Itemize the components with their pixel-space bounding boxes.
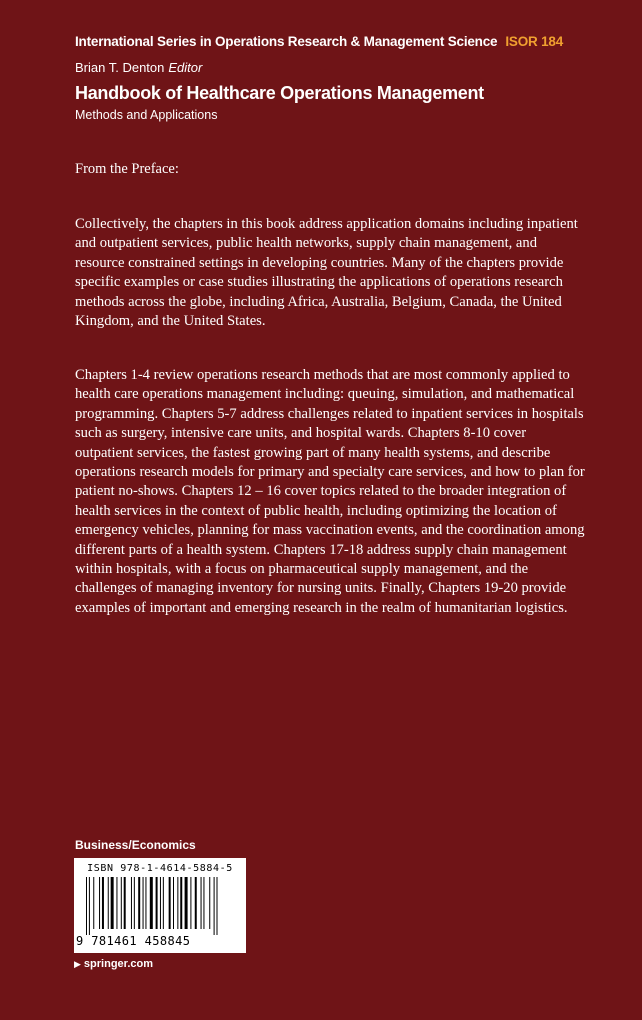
barcode-bar xyxy=(145,877,146,929)
barcode-bar xyxy=(169,877,171,929)
barcode-bar xyxy=(134,877,135,929)
barcode-bar xyxy=(121,877,122,929)
barcode-bar xyxy=(108,877,109,929)
editor-role: Editor xyxy=(168,60,203,75)
barcode-bar xyxy=(203,877,204,929)
preface-label: From the Preface: xyxy=(75,161,179,177)
barcode-bar xyxy=(177,877,178,929)
barcode-bar xyxy=(214,877,215,935)
series-number: ISOR 184 xyxy=(505,34,564,49)
barcode-bar xyxy=(102,877,104,929)
barcode-bar xyxy=(143,877,144,929)
barcode-bar xyxy=(185,877,188,929)
triangle-arrow-icon: ▶ xyxy=(74,959,81,969)
preface-paragraph-2: Chapters 1-4 review operations research methods that are most commonly applied to health care operations management including: queuing, simulation, and mathematical programming. Chapters 5-7 address challenges related to inpatient services in hospitals such as surgery, intensive care units, and hospital wards. Chapters 8-10 cover outpatient services, the fastest growing part of many health systems, and describe operations research models for primary and specialty care services, and how to plan for patient no-shows. Chapters 12 – 16 cover topics related to the broader integration of health services in the context of public health, including optimizing the location of emergency vehicles, planning for mass vaccination events, and the coordination among different parts of a health system. Chapters 17-18 address supply chain management within hospitals, with a focus on pharmaceutical supply management, and the challenges of managing inventory for nursing units. Finally, Chapters 19-20 provide examples of important and emerging research in the realm of humanitarian logistics. xyxy=(75,367,585,616)
editor-line xyxy=(75,60,202,75)
barcode-bar xyxy=(156,877,158,929)
barcode-bar xyxy=(180,877,182,929)
book-title: Handbook of Healthcare Operations Management xyxy=(75,83,484,103)
barcode-bar xyxy=(150,877,153,929)
barcode xyxy=(74,858,246,953)
barcode-bar xyxy=(190,877,191,929)
ean-digits: 9 781461 458845 xyxy=(76,934,191,948)
barcode-bar xyxy=(201,877,202,929)
publisher-website[interactable] xyxy=(74,958,153,970)
barcode-bar xyxy=(173,877,174,929)
barcode-bar xyxy=(116,877,117,929)
preface-paragraph-1: Collectively, the chapters in this book address application domains including inpatient and outpatient services, public health networks, supply chain management, and resource constrained settings in developing countries. Many of the chapters provide specific examples or case studies illustrating the applications of operations research methods across the globe, including Africa, Australia, Belgium, Canada, the United Kingdom, and the United States. xyxy=(75,216,578,330)
editor-name: Brian T. Denton xyxy=(75,60,165,75)
barcode-bar xyxy=(195,877,197,929)
barcode-bar xyxy=(93,877,94,929)
series-line xyxy=(75,34,563,49)
category-label: Business/Economics xyxy=(75,838,196,852)
book-subtitle: Methods and Applications xyxy=(75,108,218,122)
barcode-bar xyxy=(217,877,218,935)
barcode-bar xyxy=(209,877,210,929)
barcode-bar xyxy=(160,877,161,929)
barcode-bar xyxy=(86,877,87,935)
barcode-bar xyxy=(99,877,100,929)
barcode-bar xyxy=(131,877,132,929)
barcode-bar xyxy=(138,877,140,929)
barcode-bars xyxy=(86,877,236,937)
series-title: International Series in Operations Research & Management Science xyxy=(75,34,498,49)
isbn-text: ISBN 978-1-4614-5884-5 xyxy=(87,863,233,874)
barcode-bar xyxy=(124,877,126,929)
website-label: springer.com xyxy=(83,958,153,970)
barcode-bar xyxy=(111,877,114,929)
barcode-bar xyxy=(89,877,90,935)
barcode-bar xyxy=(163,877,164,929)
